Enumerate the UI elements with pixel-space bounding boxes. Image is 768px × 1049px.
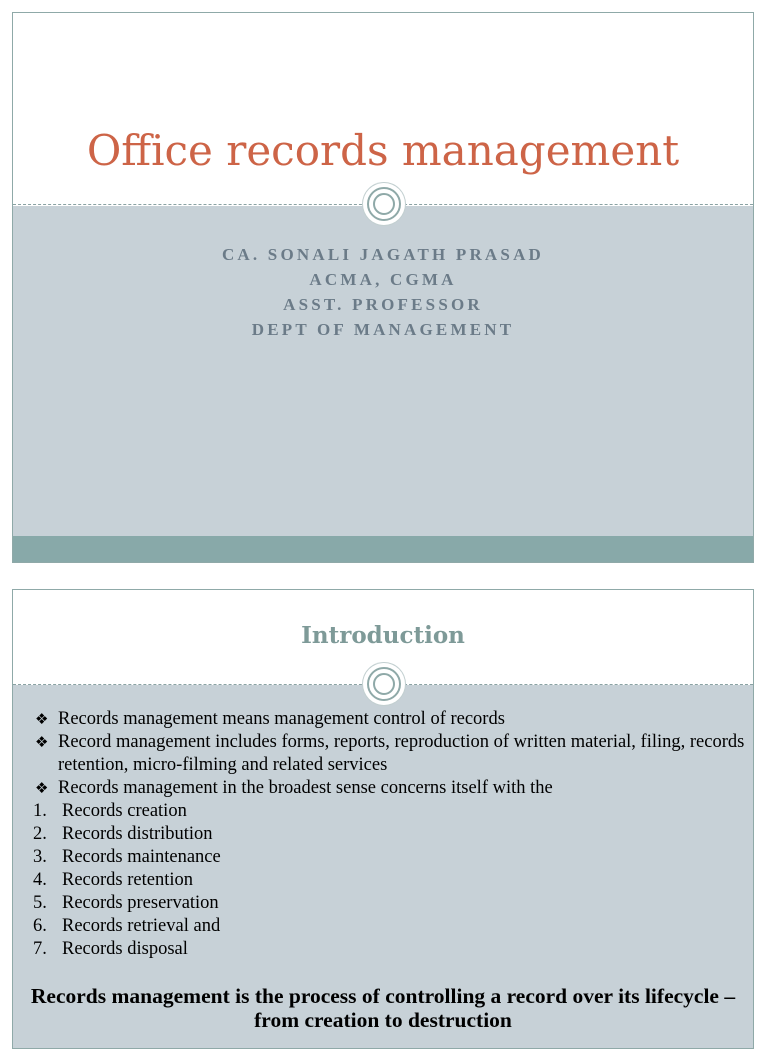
item-text: Records disposal <box>62 939 188 959</box>
slide-title: Office records management <box>86 126 680 175</box>
diamond-bullet-icon: ❖ <box>35 779 49 797</box>
ring-ornament-icon <box>367 187 401 221</box>
item-number: 3. <box>33 847 47 867</box>
closing-statement: Records management is the process of controlling a record over its lifecycle – from creation to destruction <box>30 984 736 1032</box>
numbered-item <box>33 938 753 961</box>
author-qualification: ACMA, CGMA <box>309 270 457 289</box>
numbered-item <box>33 846 753 869</box>
diamond-bullet-icon: ❖ <box>35 710 49 728</box>
numbered-item <box>33 892 753 915</box>
item-number: 1. <box>33 801 47 821</box>
item-number: 7. <box>33 939 47 959</box>
numbered-item <box>33 823 753 846</box>
diamond-bullet-icon: ❖ <box>35 733 49 751</box>
item-text: Records creation <box>62 801 187 821</box>
author-block <box>13 242 753 342</box>
bullet-item <box>33 708 753 731</box>
item-number: 5. <box>33 893 47 913</box>
author-position: ASST. PROFESSOR <box>283 295 483 314</box>
bullet-text: Records management in the broadest sense concerns itself with the <box>58 778 553 798</box>
numbered-item <box>33 800 753 823</box>
title-slide <box>12 12 754 563</box>
bottom-band <box>13 536 753 563</box>
author-name: CA. SONALI JAGATH PRASAD <box>221 245 545 264</box>
item-number: 6. <box>33 916 47 936</box>
content-body <box>33 708 753 961</box>
author-department: DEPT OF MANAGEMENT <box>251 320 515 339</box>
item-text: Records retention <box>62 870 193 890</box>
bullet-item <box>33 777 753 800</box>
bullet-text: Record management includes forms, reports, reproduction of written material, filing, records retention, micro-filming and related services <box>58 732 745 775</box>
bullet-item <box>33 731 753 777</box>
item-text: Records maintenance <box>62 847 221 867</box>
numbered-item <box>33 869 753 892</box>
item-text: Records distribution <box>62 824 213 844</box>
slide-title: Introduction <box>301 622 465 649</box>
ring-ornament-icon <box>367 667 401 701</box>
item-number: 4. <box>33 870 47 890</box>
item-text: Records retrieval and <box>62 916 221 936</box>
introduction-slide <box>12 589 754 1049</box>
bullet-text: Records management means management control of records <box>58 709 505 729</box>
item-number: 2. <box>33 824 47 844</box>
item-text: Records preservation <box>62 893 219 913</box>
numbered-item <box>33 915 753 938</box>
